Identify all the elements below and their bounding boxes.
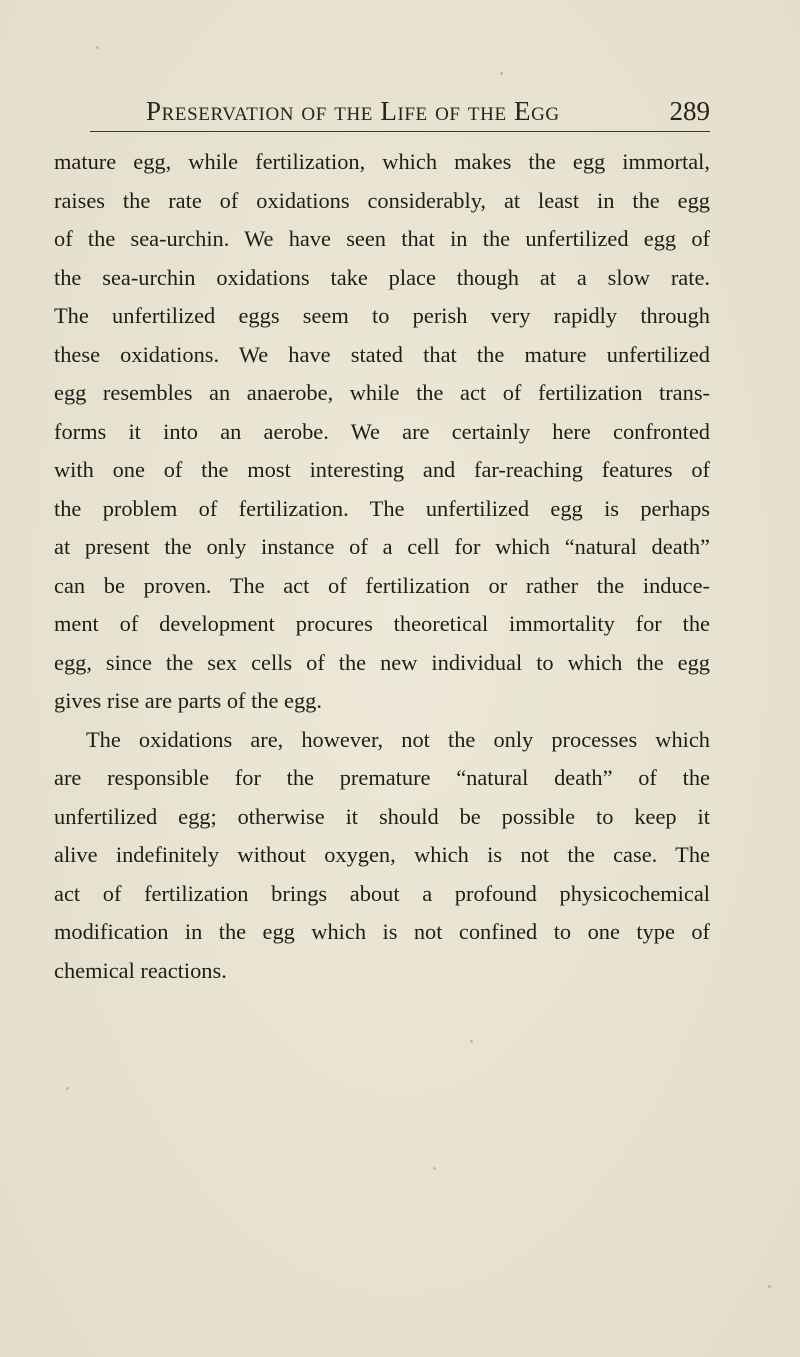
paper-speck — [768, 1285, 771, 1288]
text-line: act of fertilization brings about a profound physicochemical — [54, 880, 710, 906]
text-line: egg, since the sex cells of the new individual to which the egg — [54, 649, 710, 675]
text-line: at present the only instance of a cell for which “natural death” — [54, 534, 710, 559]
paper-speck — [433, 1167, 436, 1170]
text-line: are responsible for the premature “natural death” of the — [54, 765, 710, 790]
text-line: these oxidations. We have stated that the mature unfertilized — [54, 341, 710, 367]
text-line: modification in the egg which is not confined to one type of — [54, 919, 710, 944]
text-line: unfertilized egg; otherwise it should be possible to keep it — [54, 803, 710, 829]
text-line: raises the rate of oxidations considerably, at least in the egg — [54, 187, 710, 213]
text-line: the sea-urchin oxidations take place though at a slow rate. — [54, 264, 710, 290]
body-text — [54, 143, 710, 990]
paper-speck — [470, 1040, 473, 1043]
paper-speck — [66, 1087, 69, 1090]
text-line: with one of the most interesting and far-reaching features of — [54, 457, 710, 482]
text-line: the problem of fertilization. The unfertilized egg is perhaps — [54, 495, 710, 521]
paragraph-1 — [54, 143, 710, 721]
running-title: Preservation of the Life of the Egg — [146, 96, 560, 126]
paragraph-2 — [54, 721, 710, 991]
text-line: can be proven. The act of fertilization or rather the induce- — [54, 572, 710, 598]
running-head — [90, 96, 710, 132]
text-line: mature egg, while fertilization, which makes the egg immortal, — [54, 149, 710, 174]
page-number: 289 — [669, 96, 710, 126]
text-line: gives rise are parts of the egg. — [54, 688, 322, 713]
paper-speck — [500, 72, 503, 75]
text-line: chemical reactions. — [54, 957, 227, 983]
text-line: The oxidations are, however, not the only processes which — [86, 726, 710, 752]
paper-speck — [96, 46, 99, 49]
text-line: alive indefinitely without oxygen, which is not the case. The — [54, 842, 710, 867]
text-line: forms it into an aerobe. We are certainly here confronted — [54, 418, 710, 444]
text-line: ment of development procures theoretical immortality for the — [54, 611, 710, 636]
text-line: The unfertilized eggs seem to perish very rapidly through — [54, 303, 710, 328]
text-line: of the sea-urchin. We have seen that in the unfertilized egg of — [54, 226, 710, 251]
header-rule — [90, 131, 710, 132]
text-line: egg resembles an anaerobe, while the act of fertilization trans- — [54, 380, 710, 405]
